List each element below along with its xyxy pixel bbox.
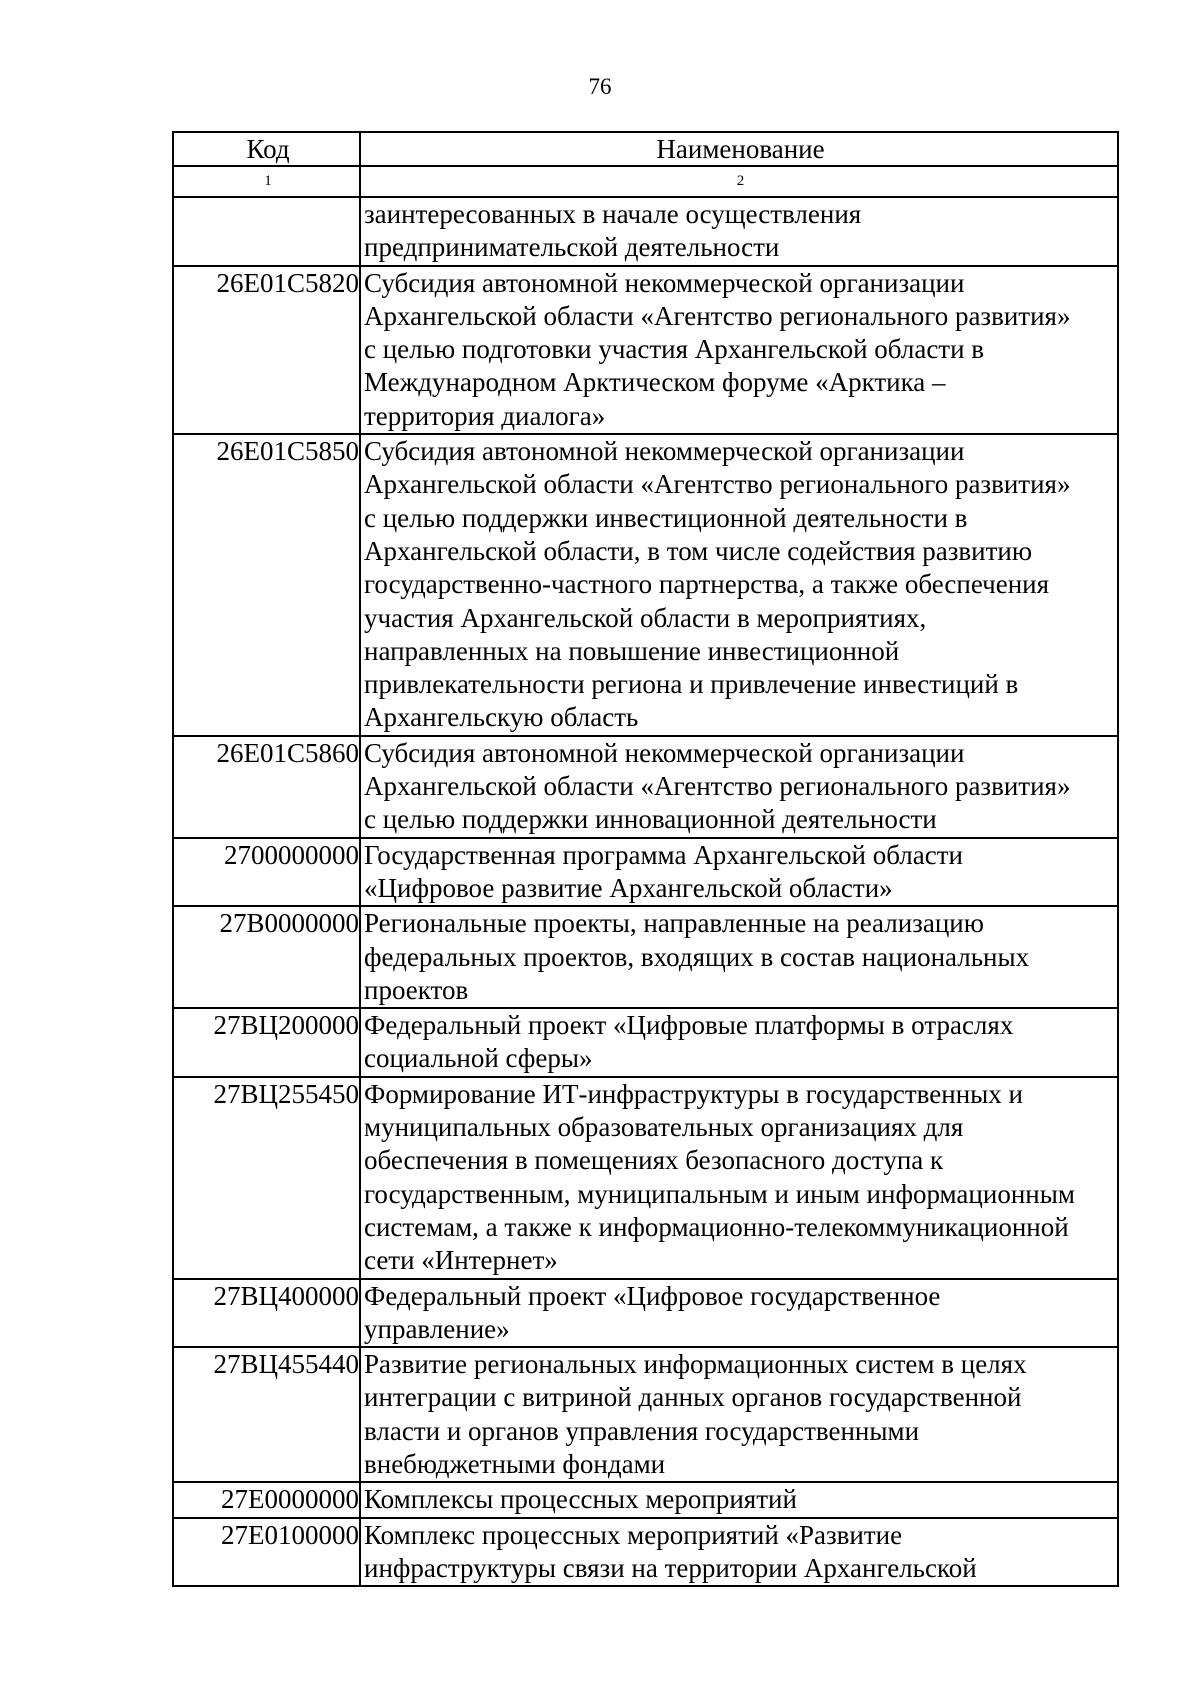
row-name: заинтересованных в начале осуществления предпринимательской деятельности — [360, 197, 1118, 266]
table-row — [173, 1077, 1118, 1279]
row-name: Комплекс процессных мероприятий «Развитие инфраструктуры связи на территории Архангельской — [360, 1518, 1118, 1587]
table-row — [173, 266, 1118, 434]
column-number-code: 1 — [173, 166, 360, 197]
row-code: 27Е0100000 — [173, 1518, 360, 1587]
row-name: Федеральный проект «Цифровые платформы в отраслях социальной сферы» — [360, 1008, 1118, 1077]
table-row — [173, 1279, 1118, 1348]
row-code: 27В0000000 — [173, 906, 360, 1008]
table-row — [173, 1518, 1118, 1587]
page-number: 76 — [588, 74, 612, 99]
row-name: Субсидия автономной некоммерческой организации Архангельской области «Агентство регионального развития» с целью поддержки инновационной деятельности — [360, 736, 1118, 838]
row-name: Комплексы процессных мероприятий — [360, 1482, 1118, 1517]
row-code: 26Е01С5850 — [173, 434, 360, 736]
classification-table — [172, 131, 1119, 1587]
table-row — [173, 1482, 1118, 1517]
column-number-row — [173, 166, 1118, 197]
table-row — [173, 434, 1118, 736]
row-name: Формирование ИТ-инфраструктуры в государственных и муниципальных образовательных организациях для обеспечения в помещениях безопасного доступа к государственным, муниципальным и иным информационным системам, а также к информационно-телекоммуникационной сети «Интернет» — [360, 1077, 1118, 1279]
row-code: 26Е01С5860 — [173, 736, 360, 838]
column-number-name: 2 — [360, 166, 1118, 197]
row-name: Федеральный проект «Цифровое государственное управление» — [360, 1279, 1118, 1348]
row-code: 27ВЦ200000 — [173, 1008, 360, 1077]
table-row — [173, 1347, 1118, 1482]
row-code: 26Е01С5820 — [173, 266, 360, 434]
row-code: 27Е0000000 — [173, 1482, 360, 1517]
table-header-row — [173, 132, 1118, 166]
table-row — [173, 906, 1118, 1008]
row-code: 27ВЦ455440 — [173, 1347, 360, 1482]
table-row — [173, 1008, 1118, 1077]
row-name: Субсидия автономной некоммерческой организации Архангельской области «Агентство регионального развития» с целью поддержки инвестиционной деятельности в Архангельской области, в том числе содействия развитию государственно-частного партнерства, а также обеспечения участия Архангельской области в мероприятиях, направленных на повышение инвестиционной привлекательности региона и привлечение инвестиций в Архангельскую область — [360, 434, 1118, 736]
row-name: Субсидия автономной некоммерческой организации Архангельской области «Агентство регионального развития» с целью подготовки участия Архангельской области в Международном Арктическом форуме «Арктика – территория диалога» — [360, 266, 1118, 434]
row-code: 27ВЦ255450 — [173, 1077, 360, 1279]
row-code — [173, 197, 360, 266]
row-name: Развитие региональных информационных систем в целях интеграции с витриной данных органов государственной власти и органов управления государственными внебюджетными фондами — [360, 1347, 1118, 1482]
row-code: 2700000000 — [173, 838, 360, 907]
header-name: Наименование — [360, 132, 1118, 166]
row-name: Государственная программа Архангельской области «Цифровое развитие Архангельской области» — [360, 838, 1118, 907]
row-code: 27ВЦ400000 — [173, 1279, 360, 1348]
table-row — [173, 197, 1118, 266]
header-code: Код — [173, 132, 360, 166]
row-name: Региональные проекты, направленные на реализацию федеральных проектов, входящих в состав национальных проектов — [360, 906, 1118, 1008]
table-row — [173, 838, 1118, 907]
table-row — [173, 736, 1118, 838]
